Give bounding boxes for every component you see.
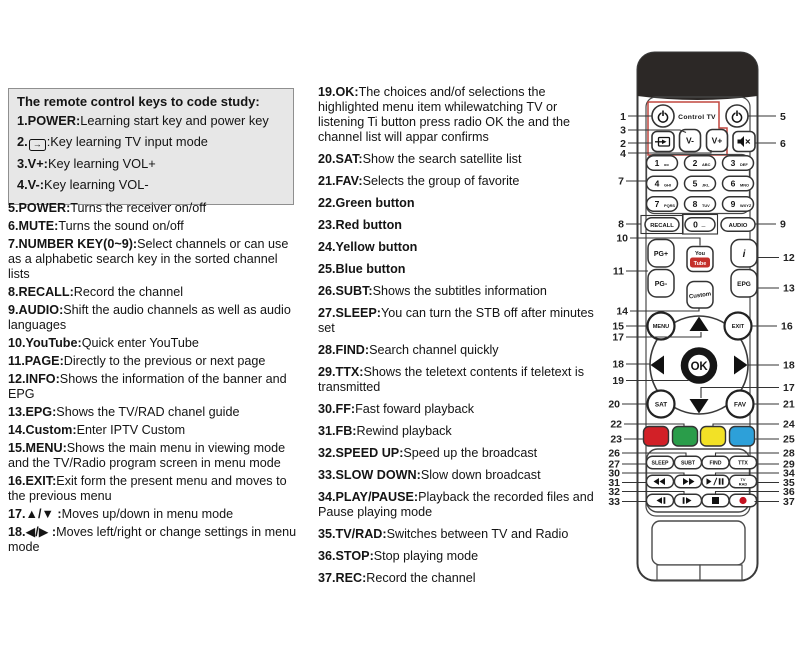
digit-key-9 <box>723 197 754 212</box>
item-key: 16.EXIT: <box>8 474 57 488</box>
item-desc: Key learning VOL- <box>44 177 149 192</box>
callout-8: 8 <box>618 218 624 231</box>
item-key: 22.Green button <box>318 196 415 210</box>
exit-button <box>725 313 752 340</box>
callout-17-left: 17 <box>612 331 624 344</box>
item-desc: Turns the sound on/off <box>58 219 184 233</box>
item-key: 12.INFO: <box>8 372 60 386</box>
digit-key-1 <box>647 156 678 171</box>
callout-31: 31 <box>608 477 620 489</box>
item-key: 13.EPG: <box>8 405 57 419</box>
rewind-button <box>647 475 674 488</box>
svg-text:EXIT: EXIT <box>731 324 745 331</box>
svg-text:MENU: MENU <box>652 324 670 331</box>
svg-text:ABC: ABC <box>702 162 711 168</box>
svg-text:—: — <box>701 223 706 228</box>
play-pause-button <box>702 475 729 488</box>
item-key: 30.FF: <box>318 402 356 416</box>
study-box-title: The remote control keys to code study: <box>17 94 260 109</box>
slow-back-button <box>647 494 674 507</box>
find-button <box>702 456 729 469</box>
custom-button <box>687 282 713 309</box>
item-desc: Moves left/right or change settings in menu mode <box>8 525 297 554</box>
item-key: 28.FIND: <box>318 343 370 357</box>
sleep-button <box>647 456 674 469</box>
callout-20: 20 <box>608 398 620 411</box>
item-desc: Exit form the present menu and moves to the previous menu <box>8 474 287 503</box>
item-desc: Stop playing mode <box>373 549 479 563</box>
svg-text:Custom: Custom <box>688 291 712 301</box>
svg-text:TTX: TTX <box>738 460 748 467</box>
slow-forward-button <box>675 494 702 507</box>
callout-12: 12 <box>783 252 795 264</box>
control-tv-label: Control TV <box>678 114 716 121</box>
item-desc: Key learning VOL+ <box>47 156 156 171</box>
callout-28: 28 <box>783 447 795 460</box>
digit-key-8 <box>685 197 716 212</box>
remote-top-cap <box>638 53 758 101</box>
item-key: 34.PLAY/PAUSE: <box>318 490 419 504</box>
item-desc: Record the channel <box>366 571 476 585</box>
svg-text:2: 2 <box>692 158 698 168</box>
item-key: 24.Yellow button <box>318 240 418 254</box>
item-desc: Shows the main menu in viewing mode and the TV/Radio program screen in menu mode <box>8 441 286 470</box>
svg-text:TV: TV <box>740 476 746 482</box>
item-desc: Shows the teletext contents if teletext is transmitted <box>318 365 585 394</box>
item-desc: Shows the TV/RAD chanel guide <box>56 405 240 419</box>
digit-key-5 <box>685 176 716 191</box>
callout-25: 25 <box>783 433 795 446</box>
item-key: 32.SPEED UP: <box>318 446 404 460</box>
item-desc: Turns the receiver on/off <box>70 201 207 215</box>
svg-text:OK: OK <box>690 360 708 373</box>
item-key: 33.SLOW DOWN: <box>318 468 421 482</box>
item-desc: You can turn the STB off after minutes set <box>318 306 594 335</box>
item-key: 1.POWER: <box>17 113 81 128</box>
svg-text:AUDIO: AUDIO <box>728 222 748 229</box>
callout-22: 22 <box>610 418 622 431</box>
item-desc: Select channels or can use as a alphabetic search key in the sorted channel lists <box>8 237 289 281</box>
callout-5: 5 <box>780 111 786 123</box>
item-key: 15.MENU: <box>8 441 67 455</box>
svg-text:9: 9 <box>730 199 736 209</box>
svg-text:RAD: RAD <box>738 481 748 487</box>
item-key: 6.MUTE: <box>8 219 59 233</box>
yellow-key <box>701 427 726 447</box>
vol-plus-button <box>707 130 728 152</box>
callout-2: 2 <box>620 138 626 150</box>
power-button <box>726 105 748 127</box>
svg-text:4: 4 <box>654 178 660 189</box>
svg-text:i: i <box>742 249 746 260</box>
menu-button <box>648 313 675 340</box>
callout-10: 10 <box>616 232 628 245</box>
item-key: 18.◀/▶ : <box>8 525 57 539</box>
item-key: 11.PAGE: <box>8 354 64 368</box>
svg-text:SLEEP: SLEEP <box>651 460 669 467</box>
svg-text:1: 1 <box>654 158 660 168</box>
subt-button <box>675 456 702 469</box>
callout-14: 14 <box>616 305 628 318</box>
item-key: 27.SLEEP: <box>318 306 381 320</box>
callout-35: 35 <box>783 477 795 489</box>
digit-key-6 <box>723 176 754 191</box>
svg-text:PG+: PG+ <box>653 250 669 258</box>
digit-key-3 <box>723 156 754 171</box>
item-key: 36.STOP: <box>318 549 374 563</box>
power-learn-button <box>652 105 674 127</box>
svg-text:Tube: Tube <box>693 260 707 267</box>
svg-text:FAV: FAV <box>734 401 746 409</box>
item-key: 2. <box>17 134 28 149</box>
svg-text:GHI: GHI <box>664 182 671 188</box>
callout-26: 26 <box>608 447 620 460</box>
item-desc: Fast foward playback <box>355 402 475 416</box>
recall-button <box>645 218 679 232</box>
callout-11: 11 <box>612 265 624 278</box>
item-key: 29.TTX: <box>318 365 364 379</box>
svg-text:SAT: SAT <box>654 401 668 409</box>
callout-30: 30 <box>608 467 620 480</box>
item-desc: The choices and/of selections the highlighted menu item whilewatching TV or listening Ti button press radio OK the and the channel list will appar confirms <box>318 85 571 144</box>
red-key <box>644 427 669 447</box>
callout-17-right: 17 <box>783 382 795 394</box>
svg-text:6: 6 <box>730 178 736 189</box>
youtube-button <box>687 247 713 272</box>
callout-15: 15 <box>612 320 624 333</box>
item-desc: Shows the information of the banner and EPG <box>8 372 287 401</box>
svg-text:7: 7 <box>654 199 660 209</box>
item-key: 9.AUDIO: <box>8 303 64 317</box>
callout-32: 32 <box>608 486 620 498</box>
svg-text:TUV: TUV <box>702 203 710 209</box>
item-desc: Switches between TV and Radio <box>386 527 569 541</box>
item-desc: Playback the recorded files and Pause playing mode <box>318 490 594 519</box>
epg-button <box>731 270 757 298</box>
callout-29: 29 <box>783 458 795 471</box>
battery-tab-right <box>700 565 742 580</box>
fast-forward-button <box>675 475 702 488</box>
item-desc: Slow down broadcast <box>420 468 541 482</box>
item-key: 20.SAT: <box>318 152 363 166</box>
item-key: 31.FB: <box>318 424 357 438</box>
digit-key-2 <box>685 156 716 171</box>
callout-33: 33 <box>608 496 620 508</box>
callout-18-right: 18 <box>783 359 795 372</box>
svg-text:You: You <box>695 251 705 258</box>
callout-4: 4 <box>620 147 626 160</box>
item-desc: Moves up/down in menu mode <box>61 507 234 521</box>
item-key: 23.Red button <box>318 218 402 232</box>
item-desc: Shift the audio channels as well as audio languages <box>8 303 291 332</box>
item-desc: Shows the subtitles information <box>372 284 547 298</box>
callout-23: 23 <box>610 433 622 446</box>
svg-text:8: 8 <box>692 199 698 209</box>
svg-text:EPG: EPG <box>737 280 751 288</box>
item-key: 26.SUBT: <box>318 284 373 298</box>
info-button <box>731 240 757 268</box>
item-key: 10.YouTube: <box>8 336 82 350</box>
blue-key <box>730 427 755 447</box>
callout-6: 6 <box>780 138 786 150</box>
digit-key-7 <box>647 197 678 212</box>
vol-minus-label: V- <box>685 135 695 146</box>
callout-34: 34 <box>783 467 795 480</box>
svg-text:MNO: MNO <box>740 182 750 188</box>
item-desc: Rewind playback <box>356 424 452 438</box>
callout-16: 16 <box>781 320 793 333</box>
zero-key <box>685 218 715 232</box>
record-button <box>730 494 757 507</box>
svg-text:5: 5 <box>692 178 698 189</box>
svg-text:WXYZ: WXYZ <box>740 203 752 209</box>
callout-21: 21 <box>783 398 795 411</box>
ok-button <box>685 351 714 380</box>
item-key: 37.REC: <box>318 571 367 585</box>
item-key: 19.OK: <box>318 85 359 99</box>
vol-minus-button <box>680 130 701 152</box>
item-key: 14.Custom: <box>8 423 77 437</box>
stop-button <box>702 494 729 507</box>
svg-text:JKL: JKL <box>702 182 710 188</box>
callout-19: 19 <box>612 375 624 387</box>
item-desc: Record the channel <box>73 285 183 299</box>
svg-text:0: 0 <box>693 219 698 230</box>
svg-text:PQRS: PQRS <box>664 203 676 209</box>
tv-input-button <box>652 132 674 152</box>
callout-1: 1 <box>620 111 626 123</box>
battery-tab-left <box>657 565 700 580</box>
svg-text:SUBT: SUBT <box>680 460 696 467</box>
item-desc: Show the search satellite list <box>362 152 522 166</box>
item-key: 4.V-: <box>17 177 45 192</box>
callout-7: 7 <box>618 175 624 188</box>
callout-18-left: 18 <box>612 358 624 371</box>
item-desc: Selects the group of favorite <box>362 174 520 188</box>
tv-input-icon-glyph: → <box>32 139 42 149</box>
sat-button <box>648 391 675 418</box>
item-key: 17.▲/▼ : <box>8 507 62 521</box>
pg-plus-button <box>648 240 674 268</box>
fav-button <box>727 391 754 418</box>
item-desc: Search channel quickly <box>369 343 499 357</box>
item-key: 25.Blue button <box>318 262 406 276</box>
item-key: 5.POWER: <box>8 201 71 215</box>
item-key: 8.RECALL: <box>8 285 74 299</box>
ttx-button <box>730 456 757 469</box>
svg-text:3: 3 <box>730 158 736 168</box>
item-key: 3.V+: <box>17 156 48 171</box>
item-desc: Directly to the previous or next page <box>63 354 266 368</box>
callout-13: 13 <box>783 282 795 295</box>
item-desc: Quick enter YouTube <box>81 336 199 350</box>
item-key: 21.FAV: <box>318 174 363 188</box>
battery-cover <box>652 521 745 565</box>
callout-9: 9 <box>780 218 786 231</box>
item-desc: :Key learning TV input mode <box>46 134 208 149</box>
item-desc: Learning start key and power key <box>80 113 269 128</box>
vol-plus-label: V+ <box>711 135 723 146</box>
svg-text:FIND: FIND <box>709 460 722 467</box>
svg-text:oo: oo <box>664 162 669 168</box>
svg-text:PG-: PG- <box>654 280 668 288</box>
audio-button <box>721 218 755 232</box>
callout-24: 24 <box>783 418 795 431</box>
mute-button <box>733 132 755 152</box>
tv-rad-button <box>730 475 757 488</box>
callout-27: 27 <box>608 458 620 471</box>
callout-37: 37 <box>783 496 795 508</box>
callout-36: 36 <box>783 486 795 498</box>
pg-minus-button <box>648 270 674 298</box>
item-desc: Enter IPTV Custom <box>76 423 186 437</box>
callout-3: 3 <box>620 124 626 137</box>
item-key: 7.NUMBER KEY(0~9): <box>8 237 138 251</box>
svg-text:DEF: DEF <box>740 162 748 168</box>
svg-text:RECALL: RECALL <box>650 222 674 229</box>
item-key: 35.TV/RAD: <box>318 527 387 541</box>
nav-pad <box>648 313 754 418</box>
digit-key-4 <box>647 176 678 191</box>
number-pad <box>647 155 754 214</box>
item-desc: Speed up the broadcast <box>403 446 538 460</box>
green-key <box>673 427 698 447</box>
